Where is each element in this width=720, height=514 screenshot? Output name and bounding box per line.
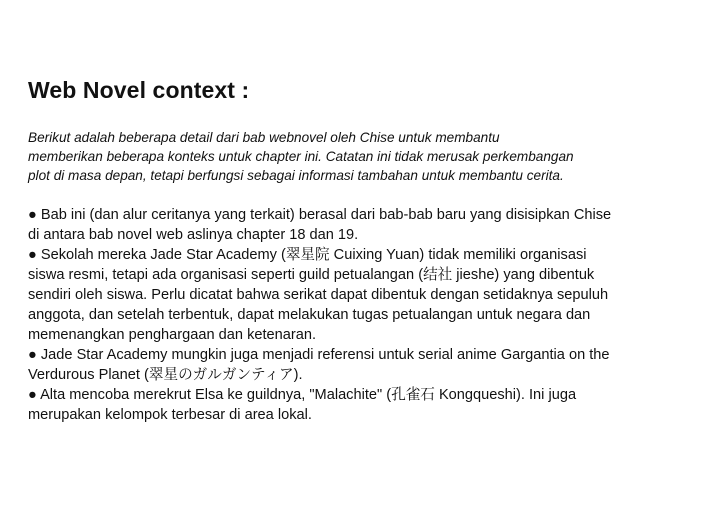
bullet-line: sendiri oleh siswa. Perlu dicatat bahwa serikat dapat dibentuk dengan setidaknya sepuluh	[28, 287, 609, 303]
bullet-list	[28, 205, 698, 425]
bullet-line: di antara bab novel web aslinya chapter 18 dan 19.	[28, 227, 359, 243]
bullet-line: ● Bab ini (dan alur ceritanya yang terkait) berasal dari bab-bab baru yang disisipkan Chise	[28, 207, 612, 223]
bullet-line: merupakan kelompok terbesar di area lokal.	[28, 407, 312, 423]
intro-line: plot di masa depan, tetapi berfungsi sebagai informasi tambahan untuk membantu cerita.	[28, 168, 564, 183]
bullet-line: ● Alta mencoba merekrut Elsa ke guildnya, "Malachite" (孔雀石 Kongqueshi). Ini juga	[28, 387, 577, 403]
intro-line: memberikan beberapa konteks untuk chapter ini. Catatan ini tidak merusak perkembangan	[28, 149, 574, 164]
document-page	[28, 76, 698, 425]
bullet-line: memenangkan penghargaan dan ketenaran.	[28, 327, 317, 343]
document-title: Web Novel context :	[28, 77, 250, 103]
intro-line: Berikut adalah beberapa detail dari bab webnovel oleh Chise untuk membantu	[28, 130, 500, 145]
bullet-line: Verdurous Planet (翠星のガルガンティア).	[28, 367, 303, 383]
bullet-line: ● Sekolah mereka Jade Star Academy (翠星院 Cuixing Yuan) tidak memiliki organisasi	[28, 247, 587, 263]
bullet-line: anggota, dan setelah terbentuk, dapat melakukan tugas petualangan untuk negara dan	[28, 307, 591, 323]
bullet-line: ● Jade Star Academy mungkin juga menjadi referensi untuk serial anime Gargantia on the	[28, 347, 610, 363]
bullet-line: siswa resmi, tetapi ada organisasi seperti guild petualangan (结社 jieshe) yang dibentuk	[28, 267, 595, 283]
intro-paragraph	[28, 128, 698, 185]
